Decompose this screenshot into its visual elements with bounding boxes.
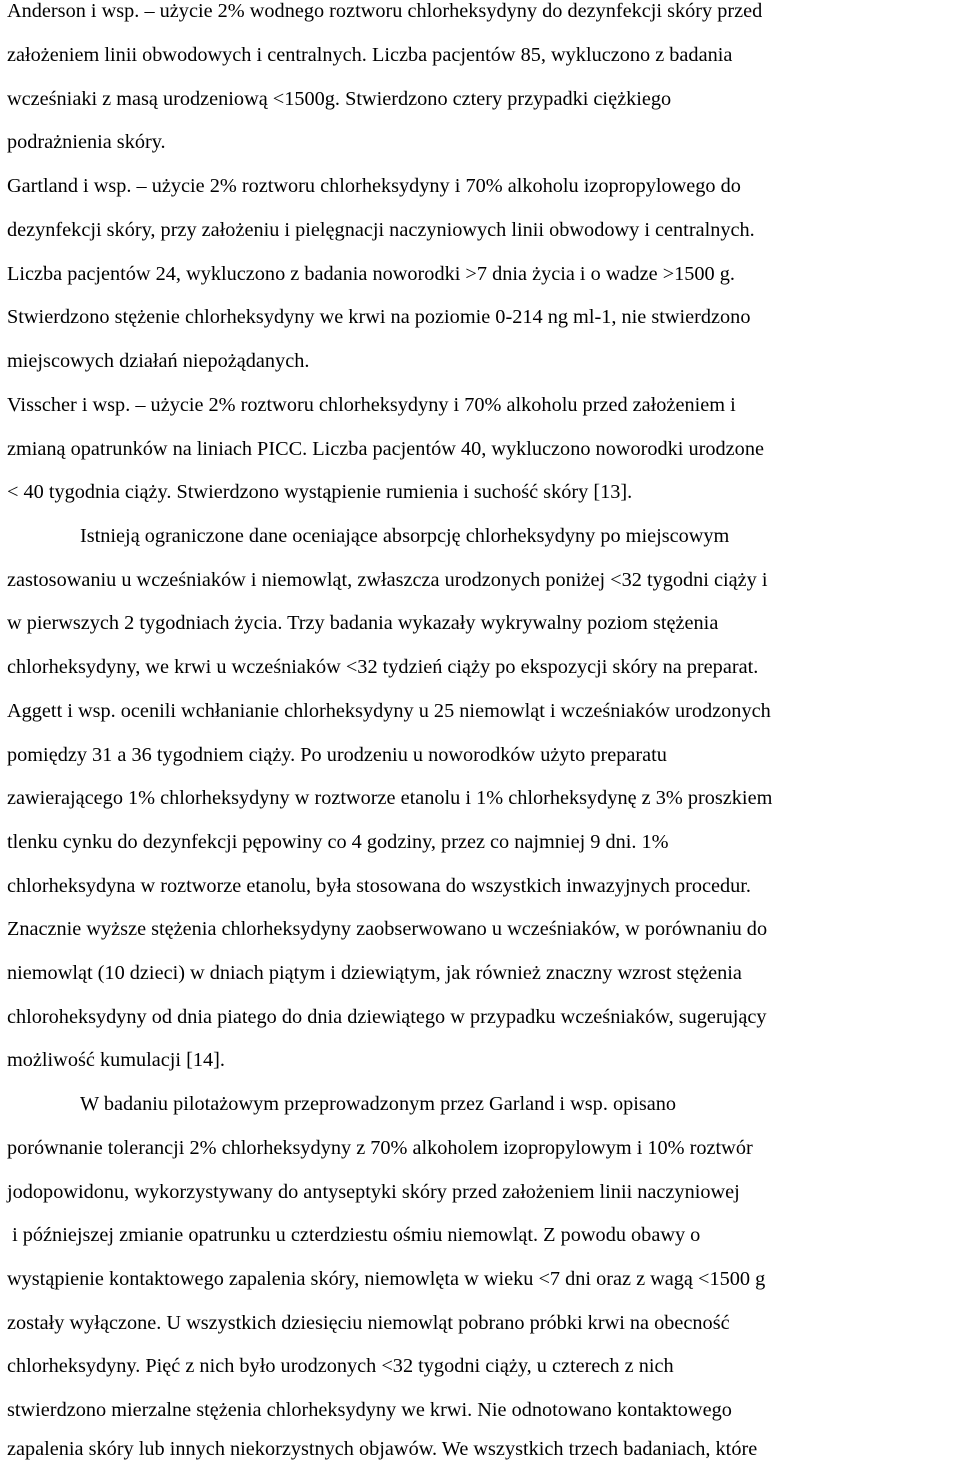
text-line: wystąpienie kontaktowego zapalenia skóry, niemowlęta w wieku <7 dni oraz z wagą <1500 g <box>7 1268 766 1290</box>
text-line: dezynfekcji skóry, przy założeniu i pielęgnacji naczyniowych linii obwodowy i centralnych. <box>7 219 755 241</box>
text-line: porównanie tolerancji 2% chlorheksydyny z 70% alkoholem izopropylowym i 10% roztwór <box>7 1137 753 1159</box>
text-line: i późniejszej zmianie opatrunku u czterdziestu ośmiu niemowląt. Z powodu obawy o <box>7 1224 701 1246</box>
paragraph-first-line: W badaniu pilotażowym przeprowadzonym przez Garland i wsp. opisano <box>80 1093 677 1115</box>
text-line: Visscher i wsp. – użycie 2% roztworu chlorheksydyny i 70% alkoholu przed założeniem i <box>7 394 736 416</box>
text-line: Znacznie wyższe stężenia chlorheksydyny zaobserwowano u wcześniaków, w porównaniu do <box>7 918 768 940</box>
text-line: zmianą opatrunków na liniach PICC. Liczba pacjentów 40, wykluczono noworodki urodzone <box>7 438 764 460</box>
text-line: wcześniaki z masą urodzeniową <1500g. Stwierdzono cztery przypadki ciężkiego <box>7 88 672 110</box>
text-line: tlenku cynku do dezynfekcji pępowiny co 4 godziny, przez co najmniej 9 dni. 1% <box>7 831 669 853</box>
text-line: chlorheksydyna w roztworze etanolu, była stosowana do wszystkich inwazyjnych procedur. <box>7 875 751 897</box>
text-line: chloroheksydyny od dnia piatego do dnia dziewiątego w przypadku wcześniaków, sugerujący <box>7 1006 767 1028</box>
text-line: podrażnienia skóry. <box>7 131 166 153</box>
text-line: zapalenia skóry lub innych niekorzystnych objawów. We wszystkich trzech badaniach, które <box>7 1438 758 1460</box>
text-line: pomiędzy 31 a 36 tygodniem ciąży. Po urodzeniu u noworodków użyto preparatu <box>7 744 667 766</box>
text-line: w pierwszych 2 tygodniach życia. Trzy badania wykazały wykrywalny poziom stężenia <box>7 612 719 634</box>
text-line: założeniem linii obwodowych i centralnych. Liczba pacjentów 85, wykluczono z badania <box>7 44 733 66</box>
text-line: Anderson i wsp. – użycie 2% wodnego roztworu chlorheksydyny do dezynfekcji skóry przed <box>7 0 763 22</box>
text-line: zawierającego 1% chlorheksydyny w roztworze etanolu i 1% chlorheksydynę z 3% proszkiem <box>7 787 773 809</box>
text-line: możliwość kumulacji [14]. <box>7 1049 225 1071</box>
paragraph-first-line: Istnieją ograniczone dane oceniające absorpcję chlorheksydyny po miejscowym <box>80 525 730 547</box>
text-line: < 40 tygodnia ciąży. Stwierdzono wystąpienie rumienia i suchość skóry [13]. <box>7 481 633 503</box>
text-line: Aggett i wsp. ocenili wchłanianie chlorheksydyny u 25 niemowląt i wcześniaków urodzonych <box>7 700 771 722</box>
text-line: Gartland i wsp. – użycie 2% roztworu chlorheksydyny i 70% alkoholu izopropylowego do <box>7 175 741 197</box>
text-line: niemowląt (10 dzieci) w dniach piątym i dziewiątym, jak również znaczny wzrost stężenia <box>7 962 742 984</box>
text-line: Liczba pacjentów 24, wykluczono z badania noworodki >7 dnia życia i o wadze >1500 g. <box>7 263 735 285</box>
text-line: chlorheksydyny. Pięć z nich było urodzonych <32 tygodni ciąży, u czterech z nich <box>7 1355 674 1377</box>
text-line: zastosowaniu u wcześniaków i niemowląt, zwłaszcza urodzonych poniżej <32 tygodni ciąży i <box>7 569 768 591</box>
text-line: chlorheksydyny, we krwi u wcześniaków <32 tydzień ciąży po ekspozycji skóry na preparat. <box>7 656 759 678</box>
text-line: stwierdzono mierzalne stężenia chlorheksydyny we krwi. Nie odnotowano kontaktowego <box>7 1399 732 1421</box>
text-line: jodopowidonu, wykorzystywany do antyseptyki skóry przed założeniem linii naczyniowej <box>7 1181 740 1203</box>
text-line: Stwierdzono stężenie chlorheksydyny we krwi na poziomie 0-214 ng ml-1, nie stwierdzono <box>7 306 751 328</box>
text-line: zostały wyłączone. U wszystkich dziesięciu niemowląt pobrano próbki krwi na obecność <box>7 1312 730 1334</box>
text-line: miejscowych działań niepożądanych. <box>7 350 310 372</box>
